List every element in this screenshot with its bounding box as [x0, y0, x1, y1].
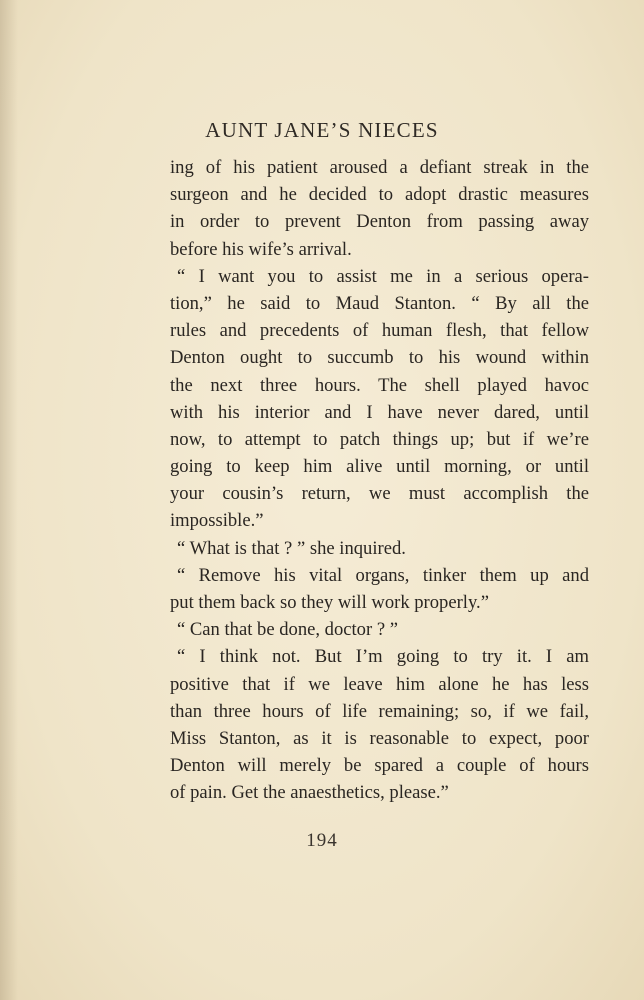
running-head: AUNT JANE’S NIECES	[205, 118, 439, 142]
page-number: 194	[306, 830, 338, 851]
text-line: than three hours of life remaining; so, if we fail,	[170, 700, 589, 722]
text-line: impossible.”	[170, 510, 264, 532]
text-line: in order to prevent Denton from passing away	[170, 211, 589, 233]
text-line: “ Remove his vital organs, tinker them up and	[177, 564, 589, 586]
text-line: tion,” he said to Maud Stanton. “ By all the	[170, 292, 589, 314]
text-line: Denton ought to succumb to his wound within	[170, 347, 589, 369]
text-line: surgeon and he decided to adopt drastic measures	[170, 184, 589, 206]
text-line: “ What is that ? ” she inquired.	[177, 537, 406, 559]
text-line: Miss Stanton, as it is reasonable to expect, poor	[170, 727, 589, 749]
body-text	[170, 154, 589, 807]
text-line: going to keep him alive until morning, or until	[170, 456, 589, 478]
text-line: “ Can that be done, doctor ? ”	[177, 619, 398, 641]
text-line: “ I think not. But I’m going to try it. I am	[177, 646, 589, 668]
text-line: before his wife’s arrival.	[170, 238, 352, 260]
text-line: put them back so they will work properly.”	[170, 592, 489, 613]
text-line: rules and precedents of human flesh, that fellow	[170, 320, 589, 342]
text-line: with his interior and I have never dared, until	[170, 401, 589, 423]
text-line: of pain. Get the anaesthetics, please.”	[170, 782, 449, 804]
text-line: now, to attempt to patch things up; but if we’re	[170, 428, 589, 450]
text-line: your cousin’s return, we must accomplish the	[170, 483, 589, 505]
text-line: positive that if we leave him alone he has less	[170, 673, 589, 695]
text-line: ing of his patient aroused a defiant streak in the	[170, 157, 589, 178]
text-line: “ I want you to assist me in a serious opera-	[177, 265, 589, 287]
text-line: the next three hours. The shell played havoc	[170, 374, 589, 396]
text-line: Denton will merely be spared a couple of hours	[170, 755, 589, 777]
